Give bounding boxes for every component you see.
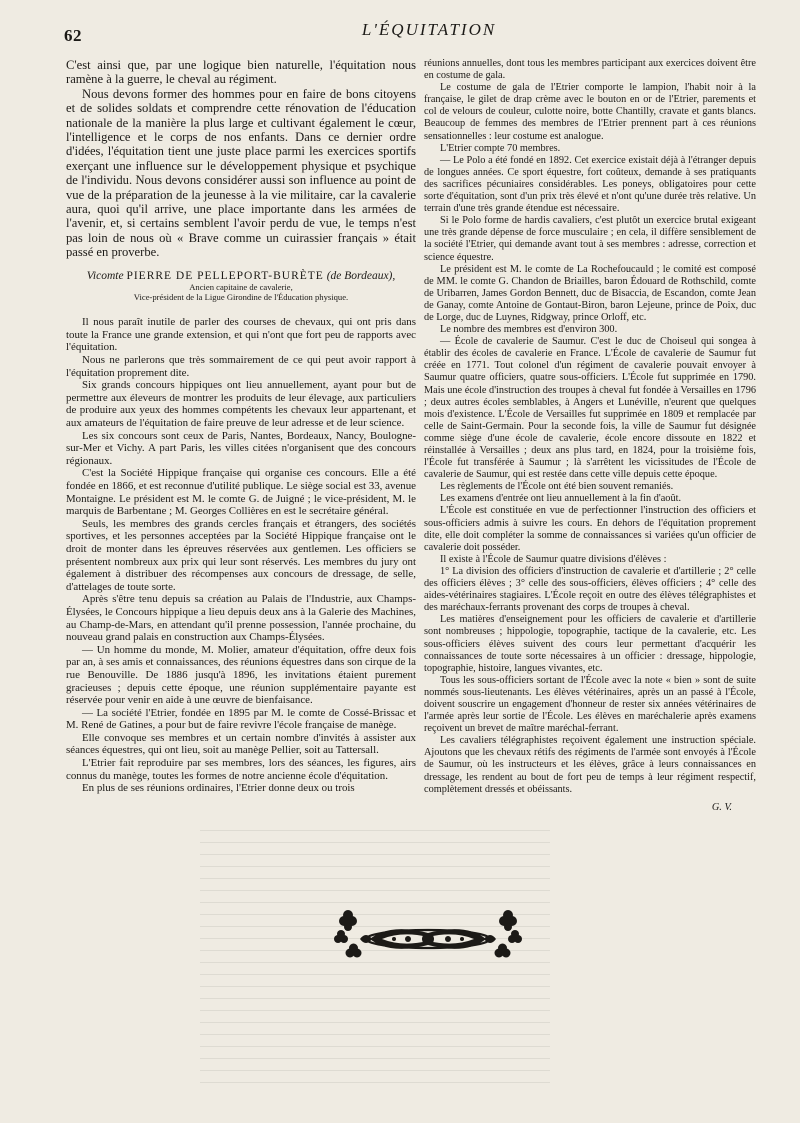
- article-signoff: G. V.: [711, 801, 732, 813]
- body-paragraph: Nous ne parlerons que très sommairement de ce qui peut avoir rapport à l'équitation proprement dite.: [66, 354, 416, 379]
- body-paragraph: — Un homme du monde, M. Molier, amateur d'équitation, offre deux fois par an, à ses amis et connaissances, des réunions équestres dans son cirque de la rue Benouville. De 1886 jusqu'à 1896, les invitations étaient purement gracieuses ; depuis cette époque, une réunion supplémentaire payante est réservée pour venir en aide à une œuvre de bienfaisance.: [66, 643, 416, 707]
- body-paragraph: — Le Polo a été fondé en 1892. Cet exercice existait déjà à l'étranger depuis de longues années. Ce sport équestre, fort coûteux, demande à ses pratiquants des sacrifices pécuniaires considérables. Les poneys, obligatoires pour cette sorte d'équitation, sont d'un prix très élevé et n'ont qu'une durée très relative. Un terrain d'une très grande étendue est nécessaire.: [424, 154, 756, 215]
- left-column: [66, 58, 416, 795]
- lead-paragraph: Nous devons former des hommes pour en faire de bons citoyens et de solides soldats et comprendre cette rénovation de l'éducation nationale de la manière la plus large et cultivant également le cœur, l'intelligence et le corps de nos enfants. Dans ce dernier ordre d'idées, l'équitation tient une juste place parmi les exercices sportifs exerçant une influence sur le développement physique et psychique de l'individu. Nous devons considérer aussi son influence au point de vue de la préparation de la jeunesse à la vie militaire, car la cavalerie aura, quoi qu'il arrive, une place importante dans les armées de l'avenir, et, si certains semblent l'avoir perdu de vue, le temps n'est pas loin de nous où « Brave comme un cuirassier français » était passé en proverbe.: [66, 86, 416, 260]
- signature-name-line: [66, 270, 416, 283]
- clover-right-icon: [495, 910, 523, 958]
- signature-name: PIERRE DE PELLEPORT-BURÈTE: [126, 269, 324, 282]
- floral-ornament-icon: [330, 905, 526, 967]
- body-paragraph: 1° La division des officiers d'instruction de cavalerie et d'artillerie ; 2° celle des officiers élèves ; 3° celle des sous-officiers, élèves officiers ; 4° celle des aides-vétérinaires stagiaires. L'École reçoit en outre des élèves télégraphistes et des maréchaux-ferrants provenant des corps de troupes à cheval.: [424, 565, 756, 614]
- right-column: [424, 58, 756, 814]
- body-paragraph: Le nombre des membres est d'environ 300.: [440, 324, 618, 336]
- body-paragraph: Les règlements de l'École ont été bien souvent remaniés.: [440, 481, 674, 493]
- lead-paragraph: C'est ainsi que, par une logique bien naturelle, l'équitation nous ramène à la guerre, le cheval au régiment.: [66, 58, 416, 87]
- body-paragraph: Les cavaliers télégraphistes reçoivent également une instruction spéciale. Ajoutons que les chevaux rétifs des régiments de l'armée sont envoyés à l'École de Saumur, où les instructeurs et les élèves, grâce à leurs connaissances en dressage, les rendent au bout de fort peu de temps à leur régiment respectif, complètement dressés et obéissants.: [424, 735, 756, 795]
- body-paragraph: Le costume de gala de l'Etrier comporte le lampion, l'habit noir à la française, le gilet de drap crème avec le bouton en or de l'Etrier, parements et col de velours de couleur, culotte noire, botte Chantilly, cravate et gants blancs. Beaucoup de femmes des membres de l'Etrier prennent part à ces réunions sensationnelles : leur costume est analogue.: [424, 82, 756, 142]
- body-paragraph: L'Etrier compte 70 membres.: [440, 142, 561, 154]
- clover-left-icon: [334, 910, 362, 958]
- running-title: L'ÉQUITATION: [361, 20, 497, 39]
- body-paragraph: L'Etrier fait reproduire par ses membres, lors des séances, les figures, airs connus du manège, toutes les formes de notre ancienne école d'équitation.: [66, 757, 416, 782]
- body-paragraph: Le président est M. le comte de La Rochefoucauld ; le comité est composé de MM. le comte G. Chandon de Briailles, baron Édouard de Rothschild, comte de Uribarren, James Gordon Bennett, duc de Bisaccia, de Escandon, comte Jean de Ganay, comte Antoine de Gontaut-Biron, baron Lejeune, prince de Poix, duc de Lorge, duc de Luynes, Ridgway, prince Orloff, etc.: [424, 263, 756, 323]
- body-paragraph: Si le Polo forme de hardis cavaliers, c'est plutôt un exercice brutal exigeant une très grande dépense de force musculaire ; en cela, il diffère sensiblement de la société l'Etrier, qui demande avant tout à ses membres : adresse, correction et science équestre.: [424, 215, 756, 263]
- body-paragraph: réunions annuelles, dont tous les membres participant aux exercices doivent être en costume de gala.: [424, 58, 756, 82]
- body-paragraph: Les six concours sont ceux de Paris, Nantes, Bordeaux, Nancy, Boulogne-sur-Mer et Vichy. A part Paris, les villes citées n'organisent que des concours régionaux.: [66, 429, 416, 467]
- body-paragraph: Après s'être tenu depuis sa création au Palais de l'Industrie, aux Champs-Élysées, le Concours hippique a lieu depuis deux ans à la Galerie des Machines, au Champ-de-Mars, en attendant qu'il prenne possession, l'année prochaine, du nouveau grand palais en construction aux Champs-Élysées.: [66, 593, 416, 644]
- page-header: [62, 14, 756, 48]
- page-number: 62: [64, 26, 82, 45]
- signature-suffix: (de Bordeaux),: [323, 269, 396, 282]
- body-paragraph: — La société l'Etrier, fondée en 1895 par M. le comte de Cossé-Brissac et M. René de Gatines, a pour but de faire revivre l'école française de manège.: [66, 706, 416, 732]
- body-paragraph: Tous les sous-officiers sortant de l'École avec la note « bien » sont de suite nommés sous-lieutenants. Les élèves vétérinaires, après un an passé à l'École, doivent souscrire un engagement d'honneur de rester six années vétérinaires de l'armée après leur sortie de l'École. Les élèves en maréchalerie après examens reçoivent un brevet de maître maréchal-ferrant.: [424, 674, 756, 735]
- body-paragraph: — École de cavalerie de Saumur. C'est le duc de Choiseul qui songea à établir des écoles de cavalerie en France. L'École de cavalerie de Saumur fut créée en 1771. Tout colonel d'un régiment de cavalerie pouvait envoyer à Saumur quatre officiers, quatre sous-officiers. L'École fut supprimée en 1790. Mais une école d'instruction des troupes à cheval fut fondée à Versailles en 1796 ; deux autres écoles semblables, à Angers et Lunéville, n'eurent que quelques mois d'existence. L'École de Versailles fut supprimée en 1809 et remplacée par celle de Saint-Germain. Pour la seconde fois, la ville de Saumur fut désignée comme siège d'une école de cavalerie, école encore dissoute en 1822 et réinstallée à Versailles ; deux ans plus tard, en 1824, pour la troisième fois, l'École fut transférée à Saumur ; là s'arrêtent les vicissitudes de l'École de cavalerie de Saumur, qui est restée dans cette ville depuis cette époque.: [424, 336, 756, 481]
- body-paragraph: Seuls, les membres des grands cercles français et étrangers, des sociétés sportives, et les personnes acceptées par la Société Hippique française ont le droit de monter dans les épreuves réservées aux gentlemen. Les officiers se présentent nombreux aux prix qui leur sont réservés. Les membres du jury ont également à distribuer des récompenses aux concours de dressage, de selle, d'attelages de toute sorte.: [66, 517, 416, 593]
- body-paragraph: C'est la Société Hippique française qui organise ces concours. Elle a été fondée en 1866, et est reconnue d'utilité publique. Le siège social est 33, avenue Montaigne. Le président est M. le comte G. de Juigné ; le vice-président, M. le marquis de Barbentane ; M. Georges Collières en est le secrétaire général.: [66, 467, 416, 518]
- body-paragraph: Il nous paraît inutile de parler des courses de chevaux, qui ont pris dans toute la France une grande extension, et qui n'ont que fort peu de rapports avec l'équitation.: [66, 316, 416, 354]
- body-paragraph: Les examens d'entrée ont lieu annuellement à la fin d'août.: [440, 493, 682, 505]
- body-paragraph: Elle convoque ses membres et un certain nombre d'invités à assister aux séances équestres, qui ont lieu, soit au manège Pellier, soit au Tattersall.: [66, 731, 416, 757]
- signature-prefix: Vicomte: [86, 269, 127, 282]
- body-paragraph: Les matières d'enseignement pour les officiers de cavalerie et d'artillerie sont nombreuses ; hippologie, topographie, tactique de la cavalerie, etc. Les sous-officiers élèves suivent des cours leur permettant d'acquérir les connaissances de toute sorte nécessaires à un officier : dressage, hippologie, topographie, histoire, langues vivantes, etc.: [424, 614, 756, 674]
- body-paragraph: En plus de ses réunions ordinaires, l'Etrier donne deux ou trois: [82, 782, 355, 795]
- body-paragraph: Il existe à l'École de Saumur quatre divisions d'élèves :: [440, 553, 667, 565]
- signature-title: Ancien capitaine de cavalerie,: [189, 282, 293, 293]
- signature-affiliation: Vice-président de la Ligue Girondine de l'Éducation physique.: [133, 292, 349, 303]
- rosette-icon: [360, 929, 496, 949]
- author-signature: [66, 270, 416, 303]
- body-paragraph: Six grands concours hippiques ont lieu annuellement, ayant pour but de permettre aux éleveurs de montrer les produits de leur élevage, aux particuliers de produire aux yeux des hommes compétents les chevaux leur appartenant, et aux amateurs de l'équitation de faire preuve de leur adresse et de leur science.: [66, 379, 416, 430]
- body-paragraph: L'École est constituée en vue de perfectionner l'instruction des officiers et sous-officiers admis à suivre les cours. En dehors de l'équitation proprement dite, elle doit compléter la somme de connaissances si variées qu'un officier de cavalerie doit posséder.: [424, 505, 756, 553]
